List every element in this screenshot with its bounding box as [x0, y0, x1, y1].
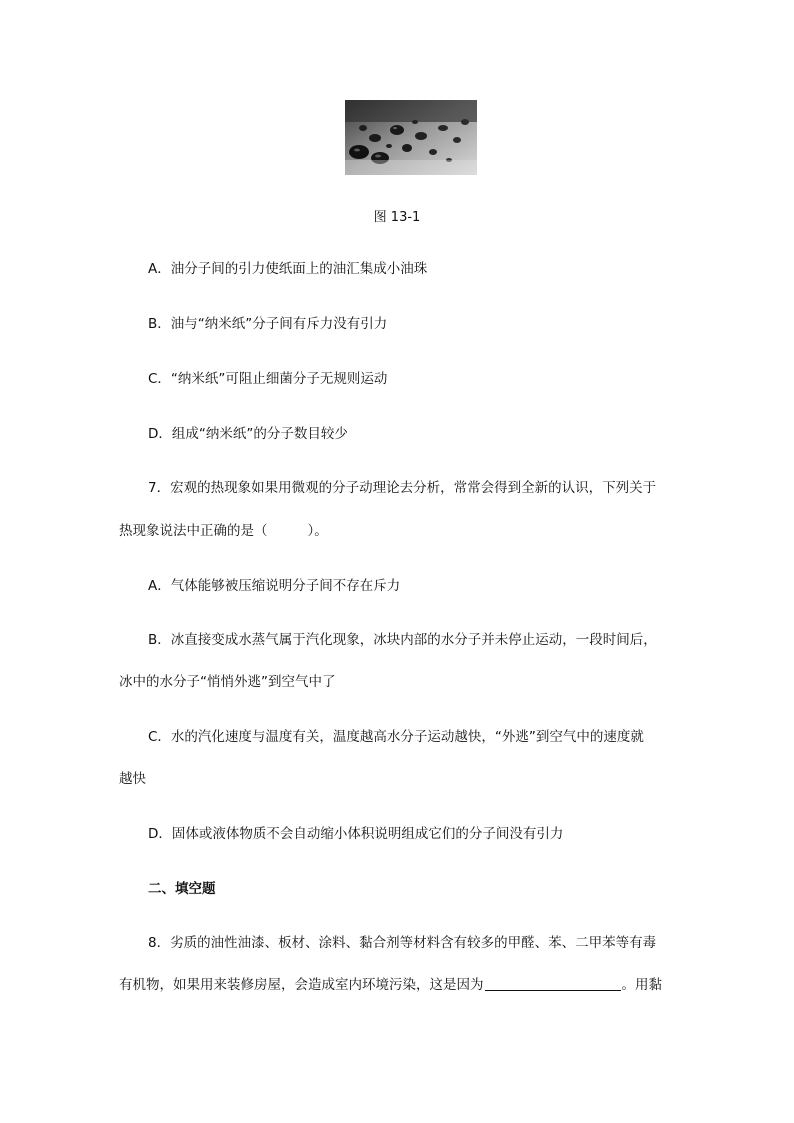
q7-option-b-line1: B．冰直接变成水蒸气属于汽化现象，冰块内部的水分子并未停止运动，一段时间后，	[148, 632, 657, 648]
q8-stem-end: 。用黏	[621, 977, 662, 993]
q8-stem-text: 有机物，如果用来装修房屋，会造成室内环境污染，这是因为	[119, 977, 484, 993]
q7-stem-text: 热现象说法中正确的是（	[119, 523, 268, 539]
fill-in-blank[interactable]	[485, 976, 621, 991]
section-heading: 二、填空题	[148, 881, 216, 897]
q6-option-b: B．油与“纳米纸”分子间有斥力没有引力	[148, 316, 388, 332]
q7-stem-line1: 7．宏观的热现象如果用微观的分子动理论去分析，常常会得到全新的认识，下列关于	[148, 480, 657, 496]
q6-option-a: A．油分子间的引力使纸面上的油汇集成小油珠	[148, 261, 428, 277]
q7-option-d: D．固体或液体物质不会自动缩小体积说明组成它们的分子间没有引力	[148, 826, 564, 842]
q6-option-c: C．“纳米纸”可阻止细菌分子无规则运动	[148, 371, 388, 387]
figure-photo	[345, 100, 477, 175]
q7-stem-end: ）。	[307, 523, 328, 539]
q7-option-c-line2: 越快	[119, 771, 146, 787]
q7-stem-line2	[119, 522, 328, 540]
q7-option-c-line1: C．水的汽化速度与温度有关，温度越高水分子运动越快，“外逃”到空气中的速度就	[148, 729, 644, 745]
oil-droplets-image	[345, 100, 477, 175]
q8-stem-line2	[119, 976, 662, 994]
q8-stem-line1: 8．劣质的油性油漆、板材、涂料、黏合剂等材料含有较多的甲醛、苯、二甲苯等有毒	[148, 935, 657, 951]
q7-option-a: A．气体能够被压缩说明分子间不存在斥力	[148, 578, 401, 594]
q7-option-b-line2: 冰中的水分子“悄悄外逃”到空气中了	[119, 674, 336, 690]
figure-caption: 图 13-1	[373, 210, 421, 225]
q6-option-d: D．组成“纳米纸”的分子数目较少	[148, 426, 348, 442]
